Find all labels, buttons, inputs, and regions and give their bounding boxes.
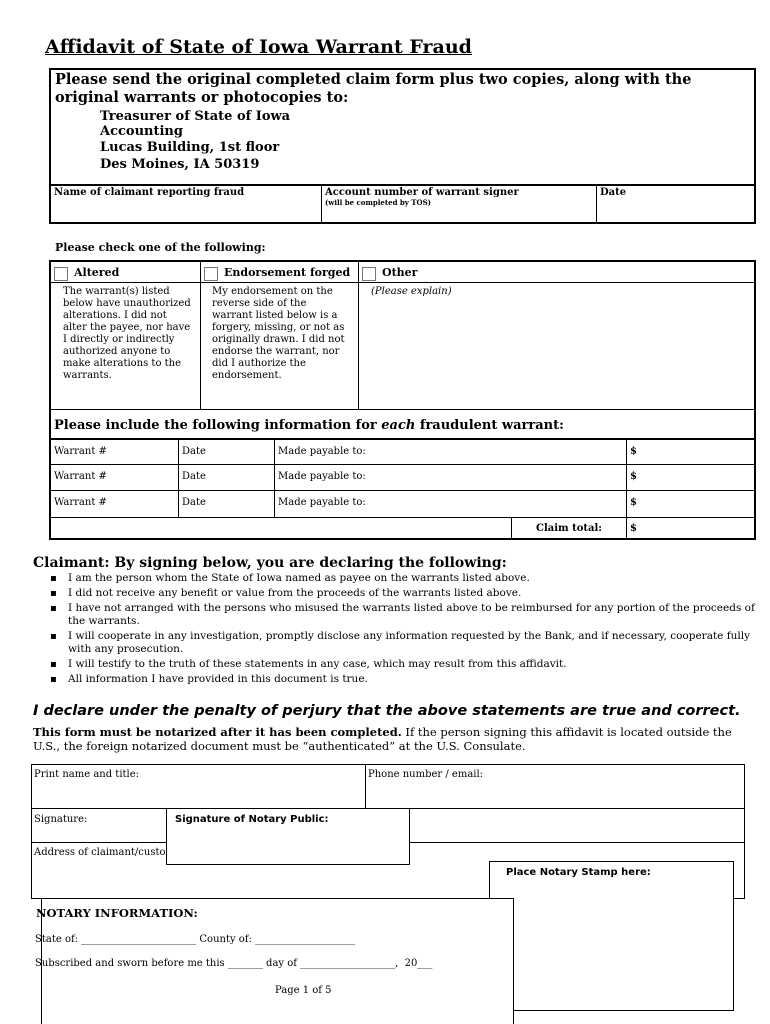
warrant-3-amount[interactable]: $ bbox=[626, 490, 756, 518]
altered-checkbox[interactable] bbox=[54, 267, 68, 281]
print-name-field[interactable]: Print name and title: bbox=[31, 764, 366, 809]
option-endorsement[interactable] bbox=[200, 260, 359, 283]
notarize-note-rest: If the person signing this affidavit is located outside the U.S., the foreign notarized document must be “authenticated” at the U.S. Consulate. bbox=[33, 725, 732, 753]
warrant-3-date[interactable]: Date bbox=[178, 490, 275, 518]
statement-4: ▪ I will cooperate in any investigation, promptly disclose any information requested by the Bank, and if necessary, cooperate fully with any prosecution. bbox=[68, 630, 768, 656]
claimant-name-field[interactable] bbox=[49, 184, 322, 224]
warrant-2-amount[interactable]: $ bbox=[626, 464, 756, 491]
warrant-1-payable[interactable]: Made payable to: bbox=[274, 438, 627, 465]
account-number-note: (will be completed by TOS) bbox=[325, 198, 431, 207]
date-label: Date bbox=[600, 187, 627, 198]
signature-label: Signature: bbox=[34, 814, 88, 825]
date-field[interactable] bbox=[596, 184, 756, 224]
other-checkbox[interactable] bbox=[362, 267, 376, 281]
warrant-2-date[interactable]: Date bbox=[178, 464, 275, 491]
notary-signature-label: Signature of Notary Public: bbox=[175, 814, 329, 825]
altered-description: The warrant(s) listed below have unauthorized alterations. I did not alter the payee, nor have I directly or indirectly authorized anyone to make alterations to the warrants. bbox=[49, 282, 201, 410]
warrant-1-number[interactable]: Warrant # bbox=[49, 438, 179, 465]
notary-state-county-line[interactable]: State of: _______________________ County of: ____________________ bbox=[35, 934, 356, 945]
claimant-heading: Claimant: By signing below, you are declaring the following: bbox=[33, 555, 507, 571]
notary-signature-box[interactable] bbox=[166, 808, 410, 865]
notarize-note bbox=[33, 725, 733, 753]
warrant-heading-each: each bbox=[381, 418, 416, 433]
account-number-field[interactable] bbox=[321, 184, 597, 224]
account-number-label: Account number of warrant signer bbox=[325, 187, 519, 198]
page-number: Page 1 of 5 bbox=[275, 985, 332, 996]
claim-total-label: Claim total: bbox=[511, 517, 627, 540]
address-line-1: Treasurer of State of Iowa bbox=[100, 109, 291, 124]
other-explain-field[interactable]: (Please explain) bbox=[358, 282, 756, 410]
notary-stamp-box[interactable] bbox=[489, 861, 734, 1011]
warrant-1-amount[interactable]: $ bbox=[626, 438, 756, 465]
notary-info-heading: NOTARY INFORMATION: bbox=[36, 906, 198, 920]
option-altered[interactable] bbox=[49, 260, 201, 283]
other-label: Other bbox=[382, 266, 418, 279]
warrant-2-payable[interactable]: Made payable to: bbox=[274, 464, 627, 491]
warrant-heading-post: fraudulent warrant: bbox=[415, 418, 564, 433]
warrant-heading bbox=[54, 418, 564, 433]
page-title: Affidavit of State of Iowa Warrant Fraud bbox=[45, 36, 472, 58]
notary-stamp-label: Place Notary Stamp here: bbox=[506, 867, 651, 878]
send-instruction: Please send the original completed claim form plus two copies, along with the original warrants or photocopies to: bbox=[55, 71, 692, 106]
perjury-declaration: I declare under the penalty of perjury that the above statements are true and correct. bbox=[33, 703, 741, 719]
warrant-heading-pre: Please include the following information for bbox=[54, 418, 382, 433]
option-other[interactable] bbox=[358, 260, 756, 283]
phone-email-field[interactable]: Phone number / email: bbox=[365, 764, 745, 809]
warrant-3-number[interactable]: Warrant # bbox=[49, 490, 179, 518]
check-prompt: Please check one of the following: bbox=[55, 241, 266, 254]
endorsement-label: Endorsement forged bbox=[224, 266, 351, 279]
address-line-2: Accounting bbox=[100, 124, 183, 139]
statement-5: ▪ I will testify to the truth of these statements in any case, which may result from this affidavit. bbox=[68, 658, 768, 671]
claimant-statements bbox=[48, 572, 768, 688]
notary-subscribed-line[interactable]: Subscribed and sworn before me this _______ day of ___________________, 20___ bbox=[35, 958, 433, 969]
address-line-4: Des Moines, IA 50319 bbox=[100, 157, 260, 172]
altered-label: Altered bbox=[74, 266, 120, 279]
notarize-note-bold: This form must be notarized after it has been completed. bbox=[33, 725, 402, 739]
statement-3: ▪ I have not arranged with the persons who misused the warrants listed above to be reimbursed for any portion of the proceeds of the warrants. bbox=[68, 602, 768, 628]
warrant-1-date[interactable]: Date bbox=[178, 438, 275, 465]
warrant-3-payable[interactable]: Made payable to: bbox=[274, 490, 627, 518]
endorsement-description: My endorsement on the reverse side of the warrant listed below is a forgery, missing, or not as originally drawn. I did not endorse the warrant, nor did I authorize the endorsement. bbox=[200, 282, 359, 410]
endorsement-checkbox[interactable] bbox=[204, 267, 218, 281]
statement-1: ▪ I am the person whom the State of Iowa named as payee on the warrants listed above. bbox=[68, 572, 768, 585]
statement-2: ▪ I did not receive any benefit or value from the proceeds of the warrants listed above. bbox=[68, 587, 768, 600]
warrant-2-number[interactable]: Warrant # bbox=[49, 464, 179, 491]
address-line-3: Lucas Building, 1st floor bbox=[100, 140, 280, 155]
claimant-name-label: Name of claimant reporting fraud bbox=[54, 187, 245, 198]
claim-total-amount[interactable]: $ bbox=[626, 517, 756, 540]
address-label: Address of claimant/custo bbox=[34, 847, 166, 858]
statement-6: ▪ All information I have provided in this document is true. bbox=[68, 673, 768, 686]
claim-total-spacer bbox=[49, 517, 512, 540]
